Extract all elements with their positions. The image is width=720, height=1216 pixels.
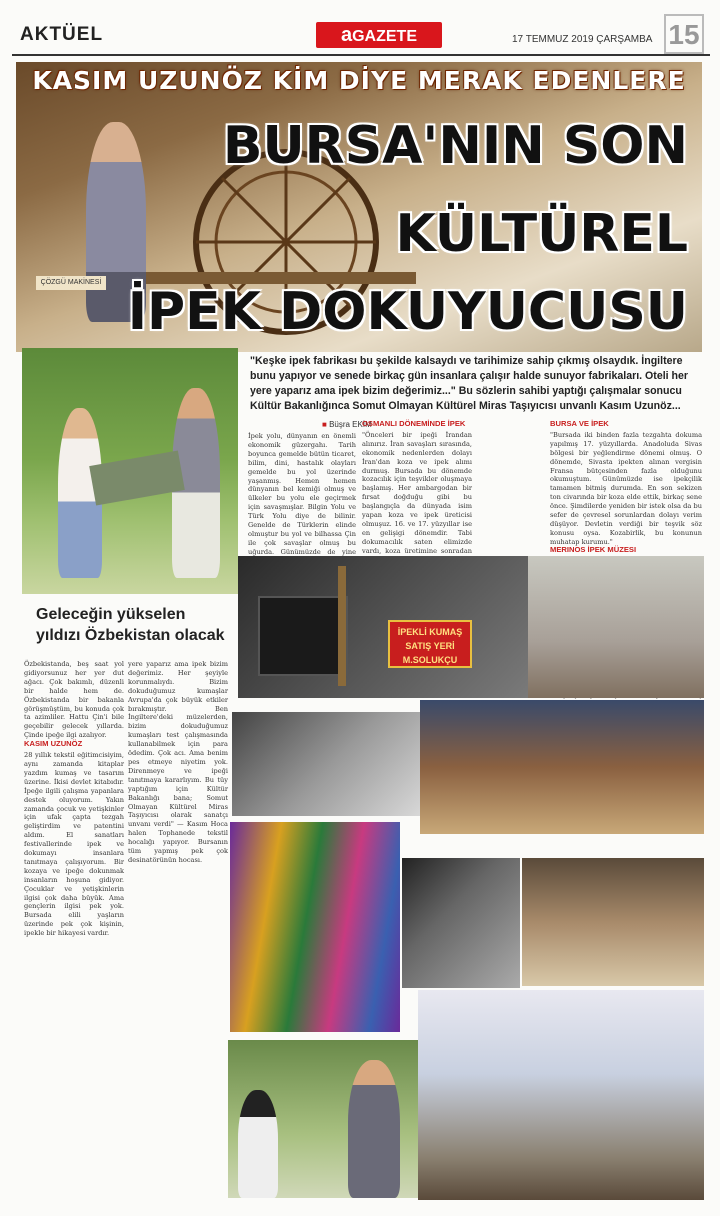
machinery-photo bbox=[232, 712, 432, 816]
column-heading: BURSA VE İPEK bbox=[550, 419, 609, 428]
newspaper-logo: aGAZETE bbox=[316, 22, 442, 48]
column-text: "Bursada iki binden fazla tezgahta dokuma yapılmış 17. yüzyıllarda. Anadoluda Sivas bölgesi bir yeğlendirme dönemi olmuş. O dönemde, Sivasta ipekten alınan vergisin Fransa bütçesinden fazla olduğunu okumuştum. Günümüzde ise ipekçilik tamamen bitmiş durumda. En son sekizen ton civarında bir koza elde ettik, birkaç sene önce. Şimdilerde yeniden bir istek olsa da bu sefer de çevresel sorunlardan dolayı verim düşüyor. Devletin verdiği bir teşvik söz konusu oysa. Kozabirlik, bu konunun muhatap kurumu." bbox=[550, 430, 702, 546]
column-heading: KASIM UZUNÖZ bbox=[24, 739, 83, 749]
page-number: 15 bbox=[664, 14, 704, 54]
column-text: 28 yıllık tekstil eğitimcisiyim, aynı zamanda kitaplar yazdım kumaş ve tasarım üzerine. İkisi devlet kitabıdır. İpeğe ilgili çalışma yapanlara destek oluyorum. Yakın zamanda çocuk ve yetişkinler için ufak çapta tezgah geliştirdim ve patentini aldım. El sanatları festivallerinde ipek ve dokumayı insanlara tanıtmaya çalışıyorum. Bir kozaya ve ipeğe dokunmak insanların hoşuna gidiyor. Çocuklar ve yetişkinlerin ilgisi çok daha büyük. Ama gençlerin ilgisi pek yok. Bursada elili yaşların üzerinde pek çok kişinin, ipekle bir hikayesi vardır. bbox=[24, 751, 124, 938]
workshop-bw-photo bbox=[402, 858, 520, 988]
museum-interior-photo bbox=[528, 556, 704, 698]
subheading: Geleceğin yükselen yıldızı Özbekistan olacak bbox=[36, 606, 225, 644]
silk-fabrics-photo bbox=[230, 822, 400, 1032]
issue-date: 17 TEMMUZ 2019 ÇARŞAMBA bbox=[512, 34, 653, 45]
shop-sign: İPEKLİ KUMAŞ SATIŞ YERİ M.SOLUKÇU bbox=[388, 620, 472, 668]
weaving-workshop-photo bbox=[420, 700, 704, 834]
byline: ■ Büşra EKİM bbox=[322, 420, 372, 429]
article-column-1: İpek yolu, dünyanın en önemli ekonomik güzergahı. Tarih boyunca gemelde bütün ticaret, bilim, dini, hastalık olayları gemelde bu yol üzerinde yaşanmış. Hemen hemen dünyanın bel kemiği olmuş ve ülkeler bu yolu ele geçirmek için savaşmışlar. Bilgin Yolu ve Türk Yolu diye de bilinir. Genelde de Türklerin elinde olmuştur bu yol ve bilhassa Çin ile çok savaşlar olmuş bu uğurda. Günümüzde de yine bbox=[248, 432, 356, 556]
headline-line-2: KÜLTÜREL bbox=[395, 204, 688, 264]
outdoor-photo bbox=[22, 348, 238, 594]
loom-workshop-photo bbox=[238, 556, 528, 698]
machine-label: ÇÖZGÜ MAKİNESİ bbox=[36, 276, 106, 290]
fabric-display-photo bbox=[228, 1040, 418, 1198]
column-text: Özbekistanda, beş saat yol gidiyorsunuz her yer dut ağacı. Çok bakımlı, düzenli bir halde hem de. Özbekistanda bir bakanla görüşmüştüm, bu konuda çok ta azimliler. Hattu Çin'i bile geçebilir gelecek yıllarda. Çinde ipeğe ilgi azalıyor. bbox=[24, 660, 124, 740]
intro-quote: "Keşke ipek fabrikası bu şekilde kalsaydı ve tarihimize sahip çıkmış olsaydık. İngiltere bunu yapıyor ve senede birkaç gün insanlara çalışır halde sunuyor fabrikaları. Oteli her yere yaparız ama ipek bizim değerimiz..." Bu sözlerin sahibi yaptığı çalışmalar sonucu Kültür Bakanlığınca Somut Olmayan Kültürel Miras Taşıyıcısı unvanlı Kasım Uzunöz... bbox=[250, 355, 689, 412]
column-text: "Önceleri bir ipeği İrandan alınırız. İran savaşları sırasında, ekonomik nedenlerden dolayı İran'dan koza ve ipek alımı durmuş. Bursada bu dönemde kozacılık için teşvikler oluşmaya başlamış. Her ambargodan bir fırsat doğduğu gibi bu başlangıçla da dünyada isim yapan koza ve ipek üreticisi olmuşuz. 16. ve 17. yüzyıllar ise en gelişigi dönemdir. Tabi dokumacılık saten elimizde vardı, koza üretimine sonradan bbox=[362, 430, 472, 555]
article-column-6: yere yaparız ama ipek bizim değerimiz. Her şeyiyle korunmalıydı. Bizim dokuduğumuz kumaşlar Avrupa'da çok büyük etkiler bırakmıştır. Ben İngiltere'deki müzelerden, bizim dokuduğumuz kumaşları test çalışmasında kullanabilmek için para ödedim. Çok acı. Ama benim pes etmeye niyetim yok. Direnmeye ve ipeği tanıtmaya kararlıyım. Bu tüy yaptığım için Kültür Bakanlığı bana; Somut Olmayan Kültürel Miras Taşıyıcısı olarak sanatçı unvanı verdi" — Kasım Hoca halen Tophanede tekstil hocalığı yapıyor. Bursanın tüm yapmış pek çok desinatörünün hocası. bbox=[128, 660, 228, 864]
museum-hall-photo bbox=[418, 990, 704, 1200]
article-column-3 bbox=[550, 420, 702, 552]
section-title: AKTÜEL bbox=[20, 24, 104, 45]
article-column-5 bbox=[24, 660, 124, 1200]
kicker-headline: KASIM UZUNÖZ KİM DİYE MERAK EDENLERE bbox=[32, 66, 686, 95]
article-column-2 bbox=[362, 420, 472, 560]
headline-line-1: BURSA'NIN SON bbox=[222, 116, 688, 176]
column-heading: MERINOS İPEK MÜZESI bbox=[550, 545, 637, 554]
hero-image bbox=[16, 62, 702, 352]
loom-rows-photo bbox=[522, 858, 704, 986]
page-header bbox=[12, 12, 710, 56]
column-heading: OSMANLI DÖNEMİNDE İPEK bbox=[362, 419, 466, 428]
headline-line-3: İPEK DOKUYUCUSU bbox=[127, 282, 688, 342]
